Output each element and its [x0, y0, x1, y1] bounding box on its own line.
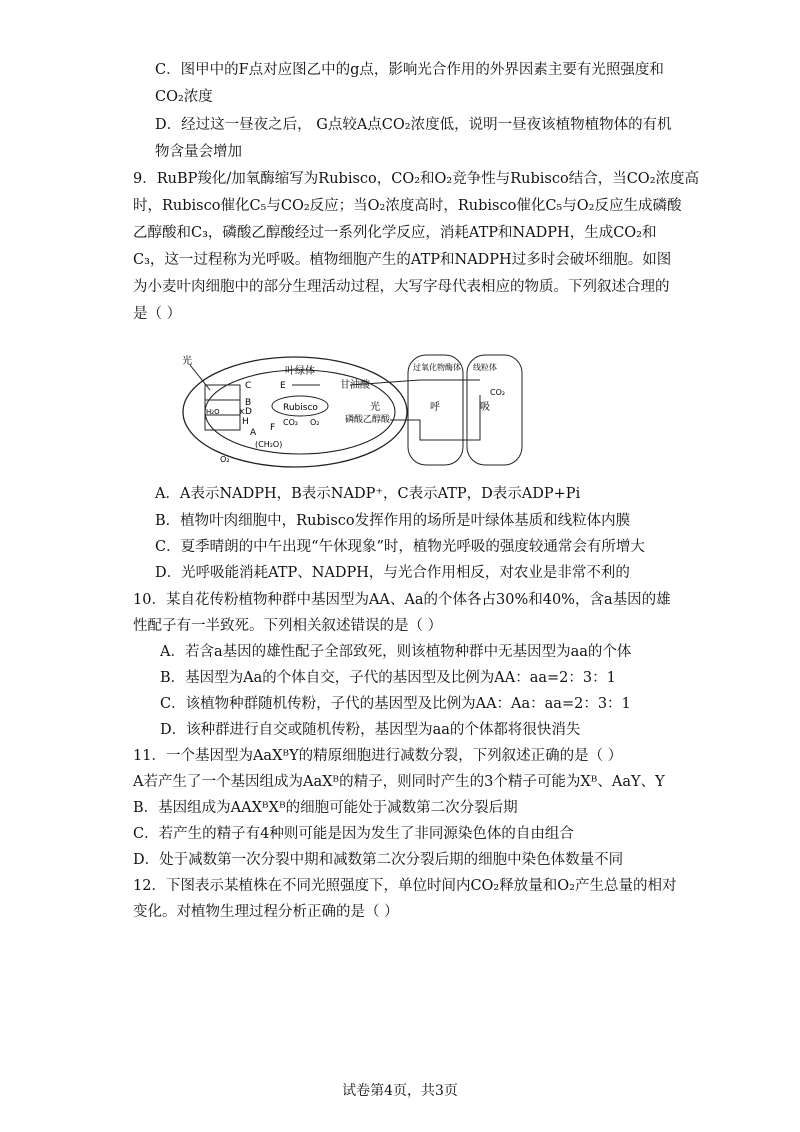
svg-text:B: B	[245, 398, 252, 408]
o2-label-1: O₂	[310, 418, 320, 427]
q11-option-d: D．处于减数第一次分裂中期和减数第二次分裂后期的细胞中染色体数量不同	[133, 852, 624, 868]
light-label: 光	[182, 356, 192, 367]
h2o-label: H₂O	[206, 408, 220, 416]
svg-text:K: K	[240, 408, 245, 416]
q10-stem-line1: 10．某自花传粉植物种群中基因型为AA、Aa的个体各占30%和40%，含a基因的雄	[133, 592, 671, 608]
q12-stem-line1: 12．下图表示某植株在不同光照强度下，单位时间内CO₂释放量和O₂产生总量的相对	[133, 878, 677, 894]
resp-char-2: 吸	[480, 402, 490, 413]
q11-stem: 11．一个基因型为AaXᴮY的精原细胞进行减数分裂，下列叙述正确的是（ ）	[133, 748, 623, 764]
q8-option-c-line1: C．图甲中的F点对应图乙中的g点，影响光合作用的外界因素主要有光照强度和	[155, 62, 664, 78]
peroxisome-label: 过氧化物酶体	[413, 363, 461, 372]
q9-option-b: B．植物叶肉细胞中，Rubisco发挥作用的场所是叶绿体基质和线粒体内膜	[155, 513, 631, 529]
svg-text:D: D	[245, 407, 252, 417]
q10-option-d: D．该种群进行自交或随机传粉，基因型为aa的个体都将很快消失	[160, 722, 581, 738]
q8-option-c-line2: CO₂浓度	[155, 89, 213, 105]
q11-option-b: B．基因组成为AAXᴮXᴮ的细胞可能处于减数第二次分裂后期	[133, 800, 518, 816]
ch2o-label: (CH₂O)	[255, 440, 283, 449]
photorespiration-diagram	[180, 350, 525, 470]
q9-stem-line1: 9．RuBP羧化/加氧酶缩写为Rubisco，CO₂和O₂竞争性与Rubisco结合，当CO₂浓度高	[133, 171, 700, 187]
o2-label-2: O₂	[220, 455, 230, 464]
page-footer: 试卷第4页，共3页	[342, 1083, 458, 1099]
svg-text:F: F	[270, 423, 276, 433]
co2-label-2: CO₂	[490, 388, 506, 397]
q10-stem-line2: 性配子有一半致死。下列相关叙述错误的是（ ）	[133, 618, 443, 634]
chloroplast-label: 叶绿体	[285, 366, 315, 377]
q9-option-a: A．A表示NADPH，B表示NADP⁺，C表示ATP，D表示ADP+Pi	[155, 486, 581, 502]
q9-stem-line6: 是（ ）	[133, 306, 182, 322]
q11-option-a: A若产生了一个基因组成为AaXᴮ的精子，则同时产生的3个精子可能为Xᴮ、AaY、Y	[133, 774, 665, 790]
q9-stem-line2: 时，Rubisco催化C₅与CO₂反应；当O₂浓度高时，Rubisco催化C₅与O₂反应生成磷酸	[133, 198, 682, 214]
rubisco-label: Rubisco	[283, 403, 318, 413]
q11-option-c: C．若产生的精子有4种则可能是因为发生了非同源染色体的自由组合	[133, 826, 574, 842]
resp-char-1: 呼	[430, 402, 440, 413]
q10-option-b: B．基因型为Aa的个体自交，子代的基因型及比例为AA：aa=2：3：1	[160, 670, 616, 686]
mito-label: 线粒体	[473, 363, 497, 372]
q8-option-d-line1: D．经过这一昼夜之后， G点较A点CO₂浓度低，说明一昼夜该植物植物体的有机	[155, 117, 672, 133]
q12-stem-line2: 变化。对植物生理过程分析正确的是（ ）	[133, 904, 399, 920]
q9-option-d: D．光呼吸能消耗ATP、NADPH，与光合作用相反，对农业是非常不利的	[155, 565, 630, 581]
svg-text:C: C	[245, 381, 252, 391]
q10-option-c: C．该植物种群随机传粉，子代的基因型及比例为AA：Aa：aa=2：3：1	[160, 696, 631, 712]
phospho-label: 磷酸乙醇酸	[345, 415, 391, 425]
light2-label: 光	[370, 402, 380, 413]
svg-text:A: A	[250, 428, 257, 438]
svg-text:H: H	[242, 417, 249, 427]
glycerate-label: 甘油酸	[340, 380, 370, 391]
q9-stem-line5: 为小麦叶肉细胞中的部分生理活动过程，大写字母代表相应的物质。下列叙述合理的	[133, 279, 670, 295]
co2-label-1: CO₂	[283, 418, 299, 427]
q9-option-c: C．夏季晴朗的中午出现“午休现象”时，植物光呼吸的强度较通常会有所增大	[155, 539, 645, 555]
q9-stem-line4: C₃，这一过程称为光呼吸。植物细胞产生的ATP和NADPH过多时会破坏细胞。如图	[133, 252, 672, 268]
q10-option-a: A．若含a基因的雄性配子全部致死，则该植物种群中无基因型为aa的个体	[160, 644, 632, 660]
svg-text:E: E	[280, 381, 286, 391]
q8-option-d-line2: 物含量会增加	[155, 144, 242, 160]
q9-stem-line3: 乙醇酸和C₃，磷酸乙醇酸经过一系列化学反应，消耗ATP和NADPH，生成CO₂和	[133, 225, 657, 241]
